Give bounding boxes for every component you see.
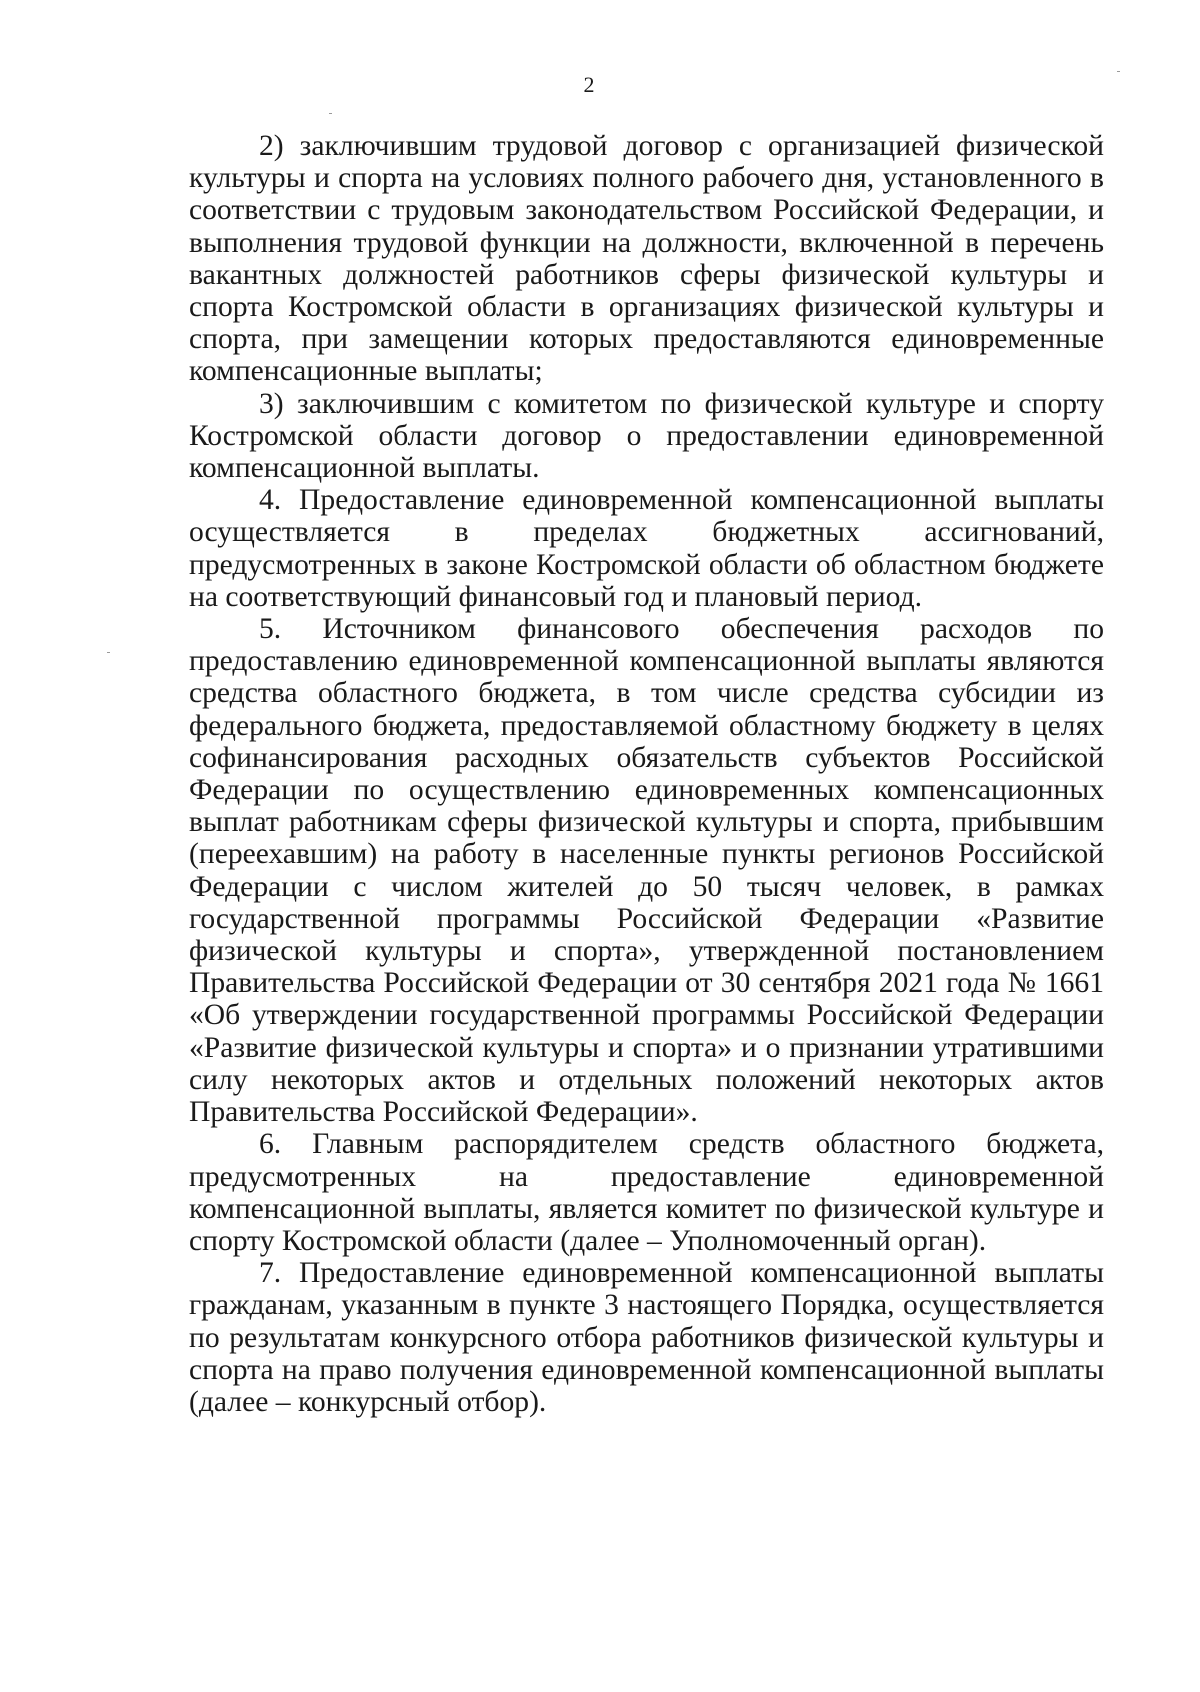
- paragraph-item-2: 2) заключившим трудовой договор с организацией физической культуры и спорта на условиях полного рабочего дня, установленного в соответствии с трудовым законодательством Российской Федерации, и выполнения трудовой функции на должности, включенной в перечень вакантных должностей работников сферы физической культуры и спорта Костромской области в организациях физической культуры и спорта, при замещении которых предоставляются единовременные компенсационные выплаты;: [189, 130, 1104, 388]
- scan-artifact-top: [329, 113, 332, 114]
- paragraph-point-4: 4. Предоставление единовременной компенсационной выплаты осуществляется в пределах бюджетных ассигнований, предусмотренных в законе Костромской области об областном бюджете на соответствующий финансовый год и плановый период.: [189, 484, 1104, 613]
- paragraph-item-3: 3) заключившим с комитетом по физической культуре и спорту Костромской области договор о предоставлении единовременной компенсационной выплаты.: [189, 387, 1104, 485]
- document-body: [189, 130, 1104, 1418]
- page-number: 2: [583, 72, 595, 97]
- paragraph-point-6: 6. Главным распорядителем средств областного бюджета, предусмотренных на предоставление единовременной компенсационной выплаты, является комитет по физической культуре и спорту Костромской области (далее – Уполномоченный орган).: [189, 1128, 1104, 1257]
- scan-artifact-right: [1117, 71, 1120, 72]
- paragraph-point-5: 5. Источником финансового обеспечения расходов по предоставлению единовременной компенсационной выплаты являются средства областного бюджета, в том числе средства субсидии из федерального бюджета, предоставляемой областному бюджету в целях софинансирования расходных обязательств субъектов Российской Федерации по осуществлению единовременных компенсационных выплат работникам сферы физической культуры и спорта, прибывшим (переехавшим) на работу в населенные пункты регионов Российской Федерации с числом жителей до 50 тысяч человек, в рамках государственной программы Российской Федерации «Развитие физической культуры и спорта», утвержденной постановлением Правительства Российской Федерации от 30 сентября 2021 года № 1661 «Об утверждении государственной программы Российской Федерации «Развитие физической культуры и спорта» и о признании утратившими силу некоторых актов и отдельных положений некоторых актов Правительства Российской Федерации».: [189, 613, 1104, 1129]
- paragraph-point-7: 7. Предоставление единовременной компенсационной выплаты гражданам, указанным в пункте 3 настоящего Порядка, осуществляется по результатам конкурсного отбора работников физической культуры и спорта на право получения единовременной компенсационной выплаты (далее – конкурсный отбор).: [189, 1257, 1104, 1418]
- scan-artifact-left: [107, 652, 110, 653]
